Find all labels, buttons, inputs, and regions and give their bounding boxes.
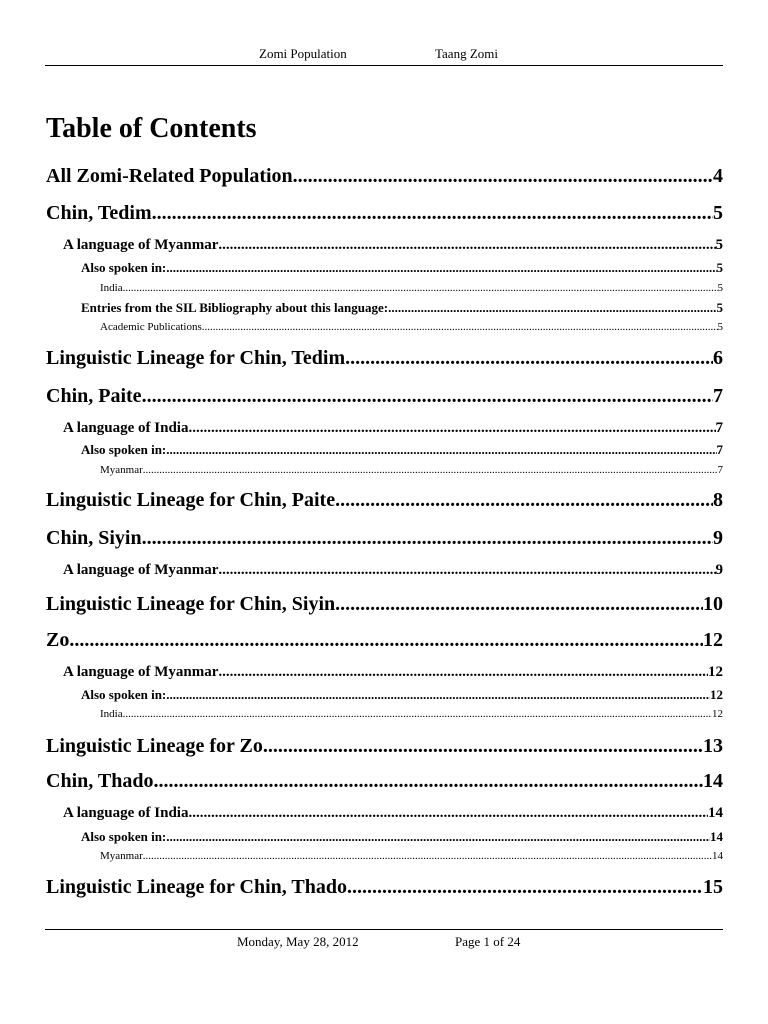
header-author: Taang Zomi bbox=[435, 46, 498, 61]
toc-entry-all-zomi-related-population[interactable]: All Zomi-Related Population ..... 4 bbox=[46, 165, 723, 188]
toc-entry-also-spoken-in[interactable]: Also spoken in: ..... 5 bbox=[81, 260, 723, 276]
toc-entry-language-of-india[interactable]: A language of India ..... 7 bbox=[63, 420, 723, 437]
toc-entry-sil-bibliography[interactable]: Entries from the SIL Bibliography about this language: ..... 5 bbox=[81, 300, 723, 316]
page-footer bbox=[45, 929, 723, 955]
toc-entry-myanmar[interactable]: Myanmar ..... 7 bbox=[100, 464, 723, 476]
toc-entry-chin-paite[interactable]: Chin, Paite ..... 7 bbox=[46, 385, 723, 408]
toc-entry-lineage-chin-thado[interactable]: Linguistic Lineage for Chin, Thado ..... 15 bbox=[46, 876, 723, 899]
toc-entry-chin-siyin[interactable]: Chin, Siyin ..... 9 bbox=[46, 527, 723, 550]
toc-entry-academic-publications[interactable]: Academic Publications ..... 5 bbox=[100, 321, 723, 333]
toc-entry-also-spoken-in[interactable]: Also spoken in: ..... 7 bbox=[81, 442, 723, 458]
toc-entry-language-of-myanmar[interactable]: A language of Myanmar ..... 5 bbox=[63, 237, 723, 254]
toc-entry-lineage-chin-paite[interactable]: Linguistic Lineage for Chin, Paite ..... 8 bbox=[46, 489, 723, 512]
toc-entry-lineage-zo[interactable]: Linguistic Lineage for Zo ..... 13 bbox=[46, 735, 723, 758]
toc-entry-lineage-chin-tedim[interactable]: Linguistic Lineage for Chin, Tedim ..... 6 bbox=[46, 347, 723, 370]
header-document-title: Zomi Population bbox=[259, 46, 347, 61]
toc-entry-language-of-india[interactable]: A language of India ..... 14 bbox=[63, 805, 723, 822]
toc-entry-language-of-myanmar[interactable]: A language of Myanmar ..... 9 bbox=[63, 562, 723, 579]
toc-heading: Table of Contents bbox=[46, 113, 257, 144]
toc-entry-also-spoken-in[interactable]: Also spoken in: ..... 14 bbox=[81, 829, 723, 845]
toc-entry-chin-thado[interactable]: Chin, Thado ..... 14 bbox=[46, 770, 723, 793]
toc-entry-language-of-myanmar[interactable]: A language of Myanmar ..... 12 bbox=[63, 664, 723, 681]
toc-entry-india[interactable]: India ..... 5 bbox=[100, 282, 723, 294]
toc-entry-zo[interactable]: Zo ..... 12 bbox=[46, 629, 723, 652]
footer-page-number: Page 1 of 24 bbox=[455, 934, 521, 949]
toc-entry-lineage-chin-siyin[interactable]: Linguistic Lineage for Chin, Siyin ..... 10 bbox=[46, 593, 723, 616]
footer-date: Monday, May 28, 2012 bbox=[237, 934, 359, 949]
toc-entry-chin-tedim[interactable]: Chin, Tedim ..... 5 bbox=[46, 202, 723, 225]
toc-entry-india[interactable]: India ..... 12 bbox=[100, 708, 723, 720]
toc-entry-also-spoken-in[interactable]: Also spoken in: ..... 12 bbox=[81, 687, 723, 703]
toc-entry-myanmar[interactable]: Myanmar ..... 14 bbox=[100, 850, 723, 862]
